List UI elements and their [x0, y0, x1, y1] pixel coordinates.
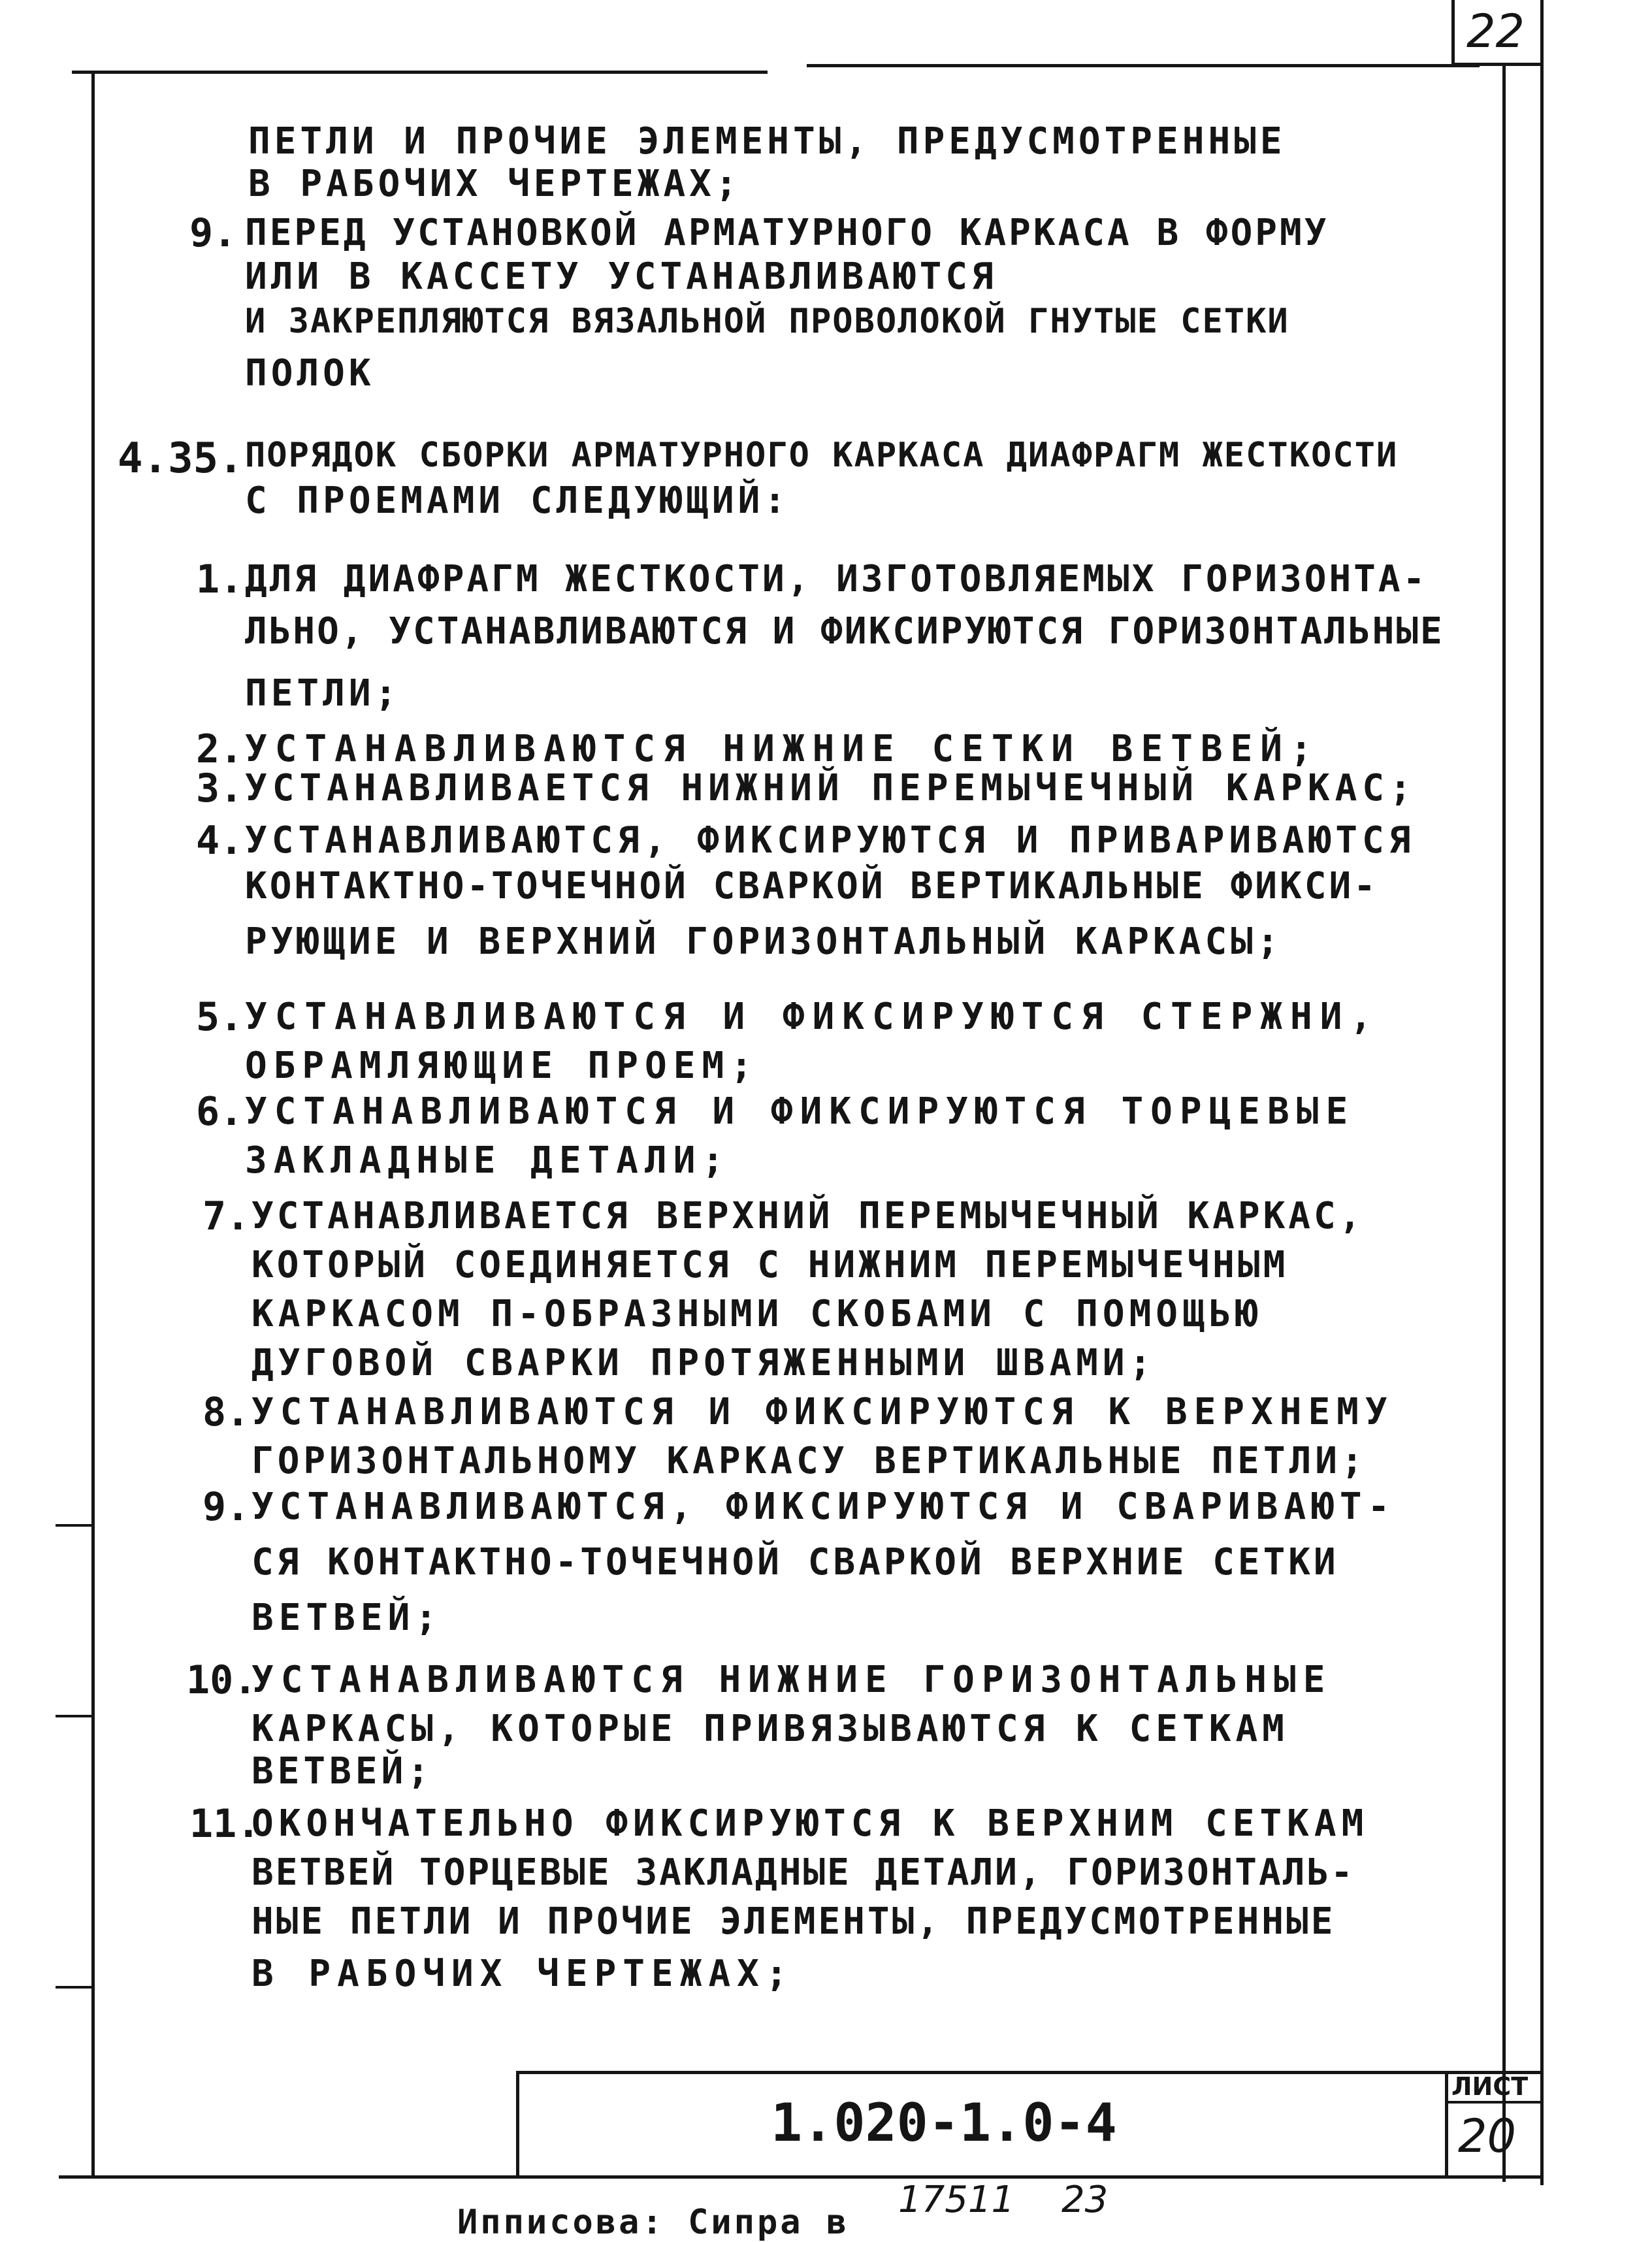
document-code: 1.020-1.0-4 [771, 2092, 1117, 2153]
block-7-marker: 5. [196, 994, 244, 1040]
block-9-marker: 7. [202, 1194, 250, 1239]
title-block-top [516, 2071, 1542, 2074]
frame-top-right [807, 64, 1480, 67]
block-4-line-0: УСТАНАВЛИВАЮТСЯ НИЖНИЕ СЕТКИ ВЕТВЕЙ; [245, 728, 1320, 770]
block-3-marker: 1. [196, 557, 244, 602]
frame-left [91, 72, 95, 2179]
block-6-marker: 4. [196, 818, 244, 864]
block-12-line-1: КАРКАСЫ, КОТОРЫЕ ПРИВЯЗЫВАЮТСЯ К СЕТКАМ [251, 1708, 1289, 1750]
sheet-box-divider [1445, 2101, 1543, 2104]
block-1-line-0: ПЕРЕД УСТАНОВКОЙ АРМАТУРНОГО КАРКАСА В ФОРМУ [245, 212, 1329, 254]
page-box-bottom [1451, 63, 1543, 66]
sheet-box-left [1445, 2071, 1448, 2179]
block-0-line-1: В РАБОЧИХ ЧЕРТЕЖАХ; [248, 163, 741, 205]
block-10-line-0: УСТАНАВЛИВАЮТСЯ И ФИКСИРУЮТСЯ К ВЕРХНЕМУ [251, 1391, 1394, 1433]
margin-tick-2 [56, 1715, 95, 1717]
block-12-line-2: ВЕТВЕЙ; [251, 1750, 434, 1793]
margin-tick-1 [56, 1524, 95, 1527]
frame-right-outer [1540, 0, 1544, 2185]
block-1-line-2: И ЗАКРЕПЛЯЮТСЯ ВЯЗАЛЬНОЙ ПРОВОЛОКОЙ ГНУТЫЕ СЕТКИ [245, 302, 1289, 341]
block-7-line-1: ОБРАМЛЯЮЩИЕ ПРОЕМ; [245, 1045, 759, 1087]
block-4-marker: 2. [196, 726, 244, 772]
block-9-line-1: КОТОРЫЙ СОЕДИНЯЕТСЯ С НИЖНИМ ПЕРЕМЫЧЕЧНЫМ [251, 1244, 1289, 1286]
block-11-line-2: ВЕТВЕЙ; [251, 1597, 443, 1639]
block-13-line-2: НЫЕ ПЕТЛИ И ПРОЧИЕ ЭЛЕМЕНТЫ, ПРЕДУСМОТРЕННЫЕ [251, 1900, 1336, 1943]
block-11-line-0: УСТАНАВЛИВАЮТСЯ, ФИКСИРУЮТСЯ И СВАРИВАЮТ- [251, 1486, 1396, 1528]
bottom-rule [59, 2175, 1542, 2179]
sheet-number: 20 [1458, 2109, 1517, 2163]
block-13-line-3: В РАБОЧИХ ЧЕРТЕЖАХ; [251, 1953, 794, 1995]
block-2-marker: 4.35. [118, 434, 244, 483]
block-0-line-0: ПЕТЛИ И ПРОЧИЕ ЭЛЕМЕНТЫ, ПРЕДУСМОТРЕННЫЕ [248, 120, 1286, 163]
title-block-left [516, 2071, 519, 2179]
block-1-marker: 9. [189, 210, 237, 256]
block-9-line-2: КАРКАСОМ П-ОБРАЗНЫМИ СКОБАМИ С ПОМОЩЬЮ [251, 1293, 1263, 1335]
block-11-line-1: СЯ КОНТАКТНО-ТОЧЕЧНОЙ СВАРКОЙ ВЕРХНИЕ СЕТКИ [251, 1541, 1339, 1584]
block-13-marker: 11. [189, 1801, 261, 1847]
block-6-line-1: КОНТАКТНО-ТОЧЕЧНОЙ СВАРКОЙ ВЕРТИКАЛЬНЫЕ ФИКСИ- [245, 865, 1378, 907]
block-3-line-1: ЛЬНО, УСТАНАВЛИВАЮТСЯ И ФИКСИРУЮТСЯ ГОРИЗОНТАЛЬНЫЕ [245, 610, 1444, 653]
stamp-number-left: 17511 [898, 2179, 1015, 2221]
block-12-line-0: УСТАНАВЛИВАЮТСЯ НИЖНИЕ ГОРИЗОНТАЛЬНЫЕ [251, 1659, 1333, 1701]
block-10-line-1: ГОРИЗОНТАЛЬНОМУ КАРКАСУ ВЕРТИКАЛЬНЫЕ ПЕТЛИ; [251, 1440, 1367, 1482]
block-10-marker: 8. [202, 1389, 250, 1435]
block-13-line-0: ОКОНЧАТЕЛЬНО ФИКСИРУЮТСЯ К ВЕРХНИМ СЕТКАМ [251, 1802, 1369, 1845]
block-1-line-3: ПОЛОК [245, 352, 375, 395]
block-2-line-1: С ПРОЕМАМИ СЛЕДУЮЩИЙ: [245, 479, 790, 522]
frame-right-inner [1502, 65, 1506, 2182]
block-8-line-0: УСТАНАВЛИВАЮТСЯ И ФИКСИРУЮТСЯ ТОРЦЕВЫЕ [245, 1090, 1355, 1133]
block-13-line-1: ВЕТВЕЙ ТОРЦЕВЫЕ ЗАКЛАДНЫЕ ДЕТАЛИ, ГОРИЗОНТАЛЬ- [251, 1851, 1355, 1894]
block-6-line-0: УСТАНАВЛИВАЮТСЯ, ФИКСИРУЮТСЯ И ПРИВАРИВАЮТСЯ [245, 819, 1416, 862]
block-3-line-2: ПЕТЛИ; [245, 672, 401, 715]
margin-tick-3 [56, 1986, 95, 1989]
footer-partial-text: Ипписова: Сипра в [457, 2203, 850, 2242]
page-number-top: 22 [1466, 5, 1525, 58]
block-5-marker: 3. [196, 766, 244, 811]
block-1-line-1: ИЛИ В КАССЕТУ УСТАНАВЛИВАЮТСЯ [245, 255, 997, 298]
block-9-line-3: ДУГОВОЙ СВАРКИ ПРОТЯЖЕННЫМИ ШВАМИ; [251, 1342, 1156, 1384]
block-12-marker: 10. [186, 1657, 257, 1703]
frame-top-left [72, 71, 768, 74]
stamp-number-right: 23 [1061, 2179, 1109, 2221]
block-8-marker: 6. [196, 1089, 244, 1135]
block-8-line-1: ЗАКЛАДНЫЕ ДЕТАЛИ; [245, 1139, 731, 1182]
block-7-line-0: УСТАНАВЛИВАЮТСЯ И ФИКСИРУЮТСЯ СТЕРЖНИ, [245, 996, 1380, 1038]
block-2-line-0: ПОРЯДОК СБОРКИ АРМАТУРНОГО КАРКАСА ДИАФРАГМ ЖЕСТКОСТИ [245, 436, 1399, 475]
sheet-label: ЛИСТ [1451, 2072, 1529, 2101]
block-9-line-0: УСТАНАВЛИВАЕТСЯ ВЕРХНИЙ ПЕРЕМЫЧЕЧНЫЙ КАРКАС, [251, 1195, 1365, 1237]
page-box-left [1451, 0, 1455, 65]
block-5-line-0: УСТАНАВЛИВАЕТСЯ НИЖНИЙ ПЕРЕМЫЧЕЧНЫЙ КАРКАС; [245, 767, 1417, 809]
block-6-line-2: РУЮЩИЕ И ВЕРХНИЙ ГОРИЗОНТАЛЬНЫЙ КАРКАСЫ; [245, 920, 1283, 963]
block-3-line-0: ДЛЯ ДИАФРАГМ ЖЕСТКОСТИ, ИЗГОТОВЛЯЕМЫХ ГОРИЗОНТА- [245, 558, 1428, 600]
block-11-marker: 9. [202, 1484, 250, 1530]
